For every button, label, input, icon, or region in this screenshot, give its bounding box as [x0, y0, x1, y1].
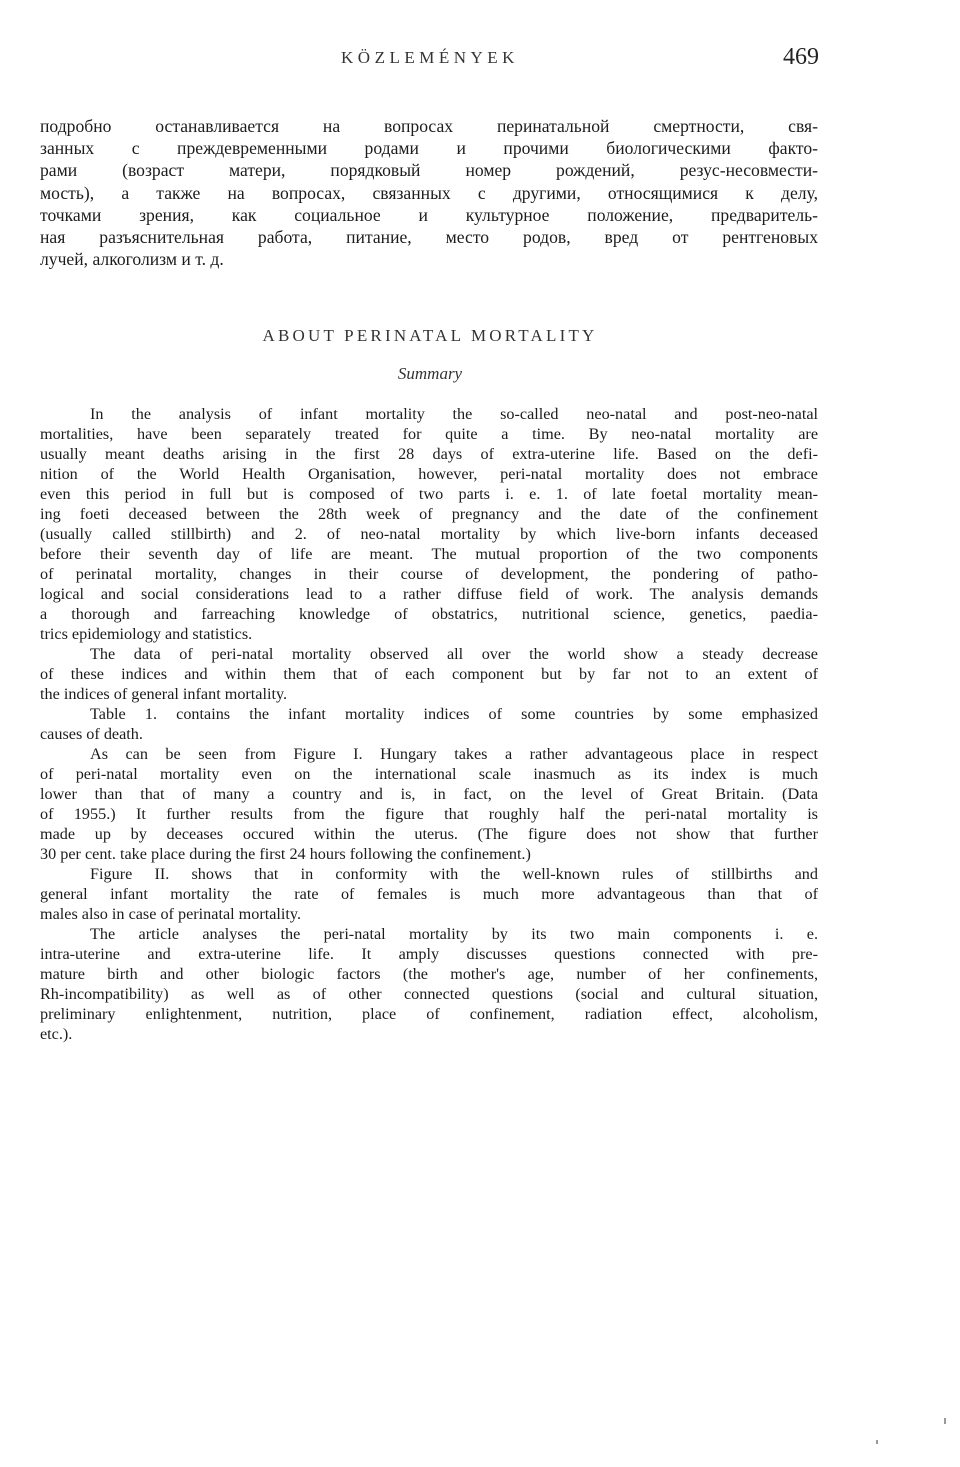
text-line: even this period in full but is composed of two parts i. e. 1. of late foetal mortality mean- — [40, 485, 818, 503]
text-line: As can be seen from Figure I. Hungary takes a rather advantageous place in respect — [90, 745, 818, 763]
text-line: a thorough and farreaching knowledge of obstatrics, nutritional science, genetics, paedia- — [40, 605, 818, 623]
text-line: of peri-natal mortality even on the international scale inasmuch as its index is much — [40, 765, 818, 783]
english-summary — [40, 404, 818, 1044]
text-line: of these indices and within them that of each component but by far not to an extent of — [40, 665, 818, 683]
text-line: general infant mortality the rate of females is much more advantageous than that of — [40, 885, 818, 903]
text-line: nition of the World Health Organisation, however, peri-natal mortality does not embrace — [40, 465, 818, 483]
text-line: Figure II. shows that in conformity with the well-known rules of stillbirths and — [90, 865, 818, 883]
text-line: mature birth and other biologic factors (the mother's age, number of her confinements, — [40, 965, 818, 983]
summary-title: ABOUT PERINATAL MORTALITY — [262, 326, 598, 345]
text-line: Rh-incompatibility) as well as of other connected questions (social and cultural situation, — [40, 985, 818, 1003]
text-line: logical and social considerations lead to a rather diffuse field of work. The analysis demands — [40, 585, 818, 603]
text-line: Table 1. contains the infant mortality indices of some countries by some emphasized — [90, 705, 818, 723]
text-line: etc.). — [40, 1025, 73, 1043]
russian-summary-paragraph — [40, 115, 818, 270]
scan-speck — [876, 1440, 878, 1444]
text-line: lower than that of many a country and is, in fact, on the level of Great Britain. (Data — [40, 785, 818, 803]
text-line: точками зрения, как социальное и культурное положение, предваритель- — [40, 204, 818, 225]
text-line: causes of death. — [40, 725, 143, 743]
page-number: 469 — [783, 44, 819, 70]
text-line: рами (возраст матери, порядковый номер рождений, резус-несовмести- — [40, 160, 818, 181]
summary-subtitle: Summary — [397, 364, 463, 383]
scan-speck — [944, 1418, 946, 1424]
text-line: preliminary enlightenment, nutrition, place of confinement, radiation effect, alcoholism, — [40, 1005, 818, 1023]
text-line: подробно останавливается на вопросах перинатальной смертности, свя- — [40, 116, 818, 136]
running-head — [0, 44, 960, 78]
text-line: of perinatal mortality, changes in their course of development, the pondering of patho- — [40, 565, 818, 583]
text-line: In the analysis of infant mortality the so-called neo-natal and post-neo-natal — [90, 405, 818, 423]
text-line: the indices of general infant mortality. — [40, 685, 288, 703]
text-line: of 1955.) It further results from the figure that roughly half the peri-natal mortality is — [40, 805, 818, 823]
text-line: The article analyses the peri-natal mortality by its two main components i. e. — [90, 925, 818, 943]
text-line: before their seventh day of life are meant. The mutual proportion of the two components — [40, 545, 818, 563]
journal-name: KÖZLEMÉNYEK — [341, 48, 519, 67]
text-line: males also in case of perinatal mortality. — [40, 905, 302, 923]
text-line: ing foeti deceased between the 28th week of pregnancy and the date of the confinement — [40, 505, 818, 523]
text-line: usually meant deaths arising in the first 28 days of extra-uterine life. Based on the defi- — [40, 445, 818, 463]
text-line: мость), а также на вопросах, связанных с другими, относящимися к делу, — [40, 182, 818, 203]
text-line: intra-uterine and extra-uterine life. It amply discusses questions connected with pre- — [40, 945, 818, 963]
text-line: mortalities, have been separately treated for quite a time. By neo-natal mortality are — [40, 425, 818, 443]
text-line: trics epidemiology and statistics. — [40, 625, 253, 643]
text-line: 30 per cent. take place during the first 24 hours following the confinement.) — [40, 845, 531, 863]
text-line: ная разъяснительная работа, питание, место родов, вред от рентгеновых — [40, 227, 818, 248]
text-line: (usually called stillbirth) and 2. of neo-natal mortality by which live-born infants deceased — [40, 525, 818, 543]
text-line: The data of peri-natal mortality observed all over the world show a steady decrease — [90, 645, 818, 663]
text-line: made up by deceases occured within the uterus. (The figure does not show that further — [40, 825, 818, 843]
text-line: занных с преждевременными родами и прочими биологическими факто- — [40, 138, 818, 159]
text-line: лучей, алкоголизм и т. д. — [40, 249, 224, 270]
